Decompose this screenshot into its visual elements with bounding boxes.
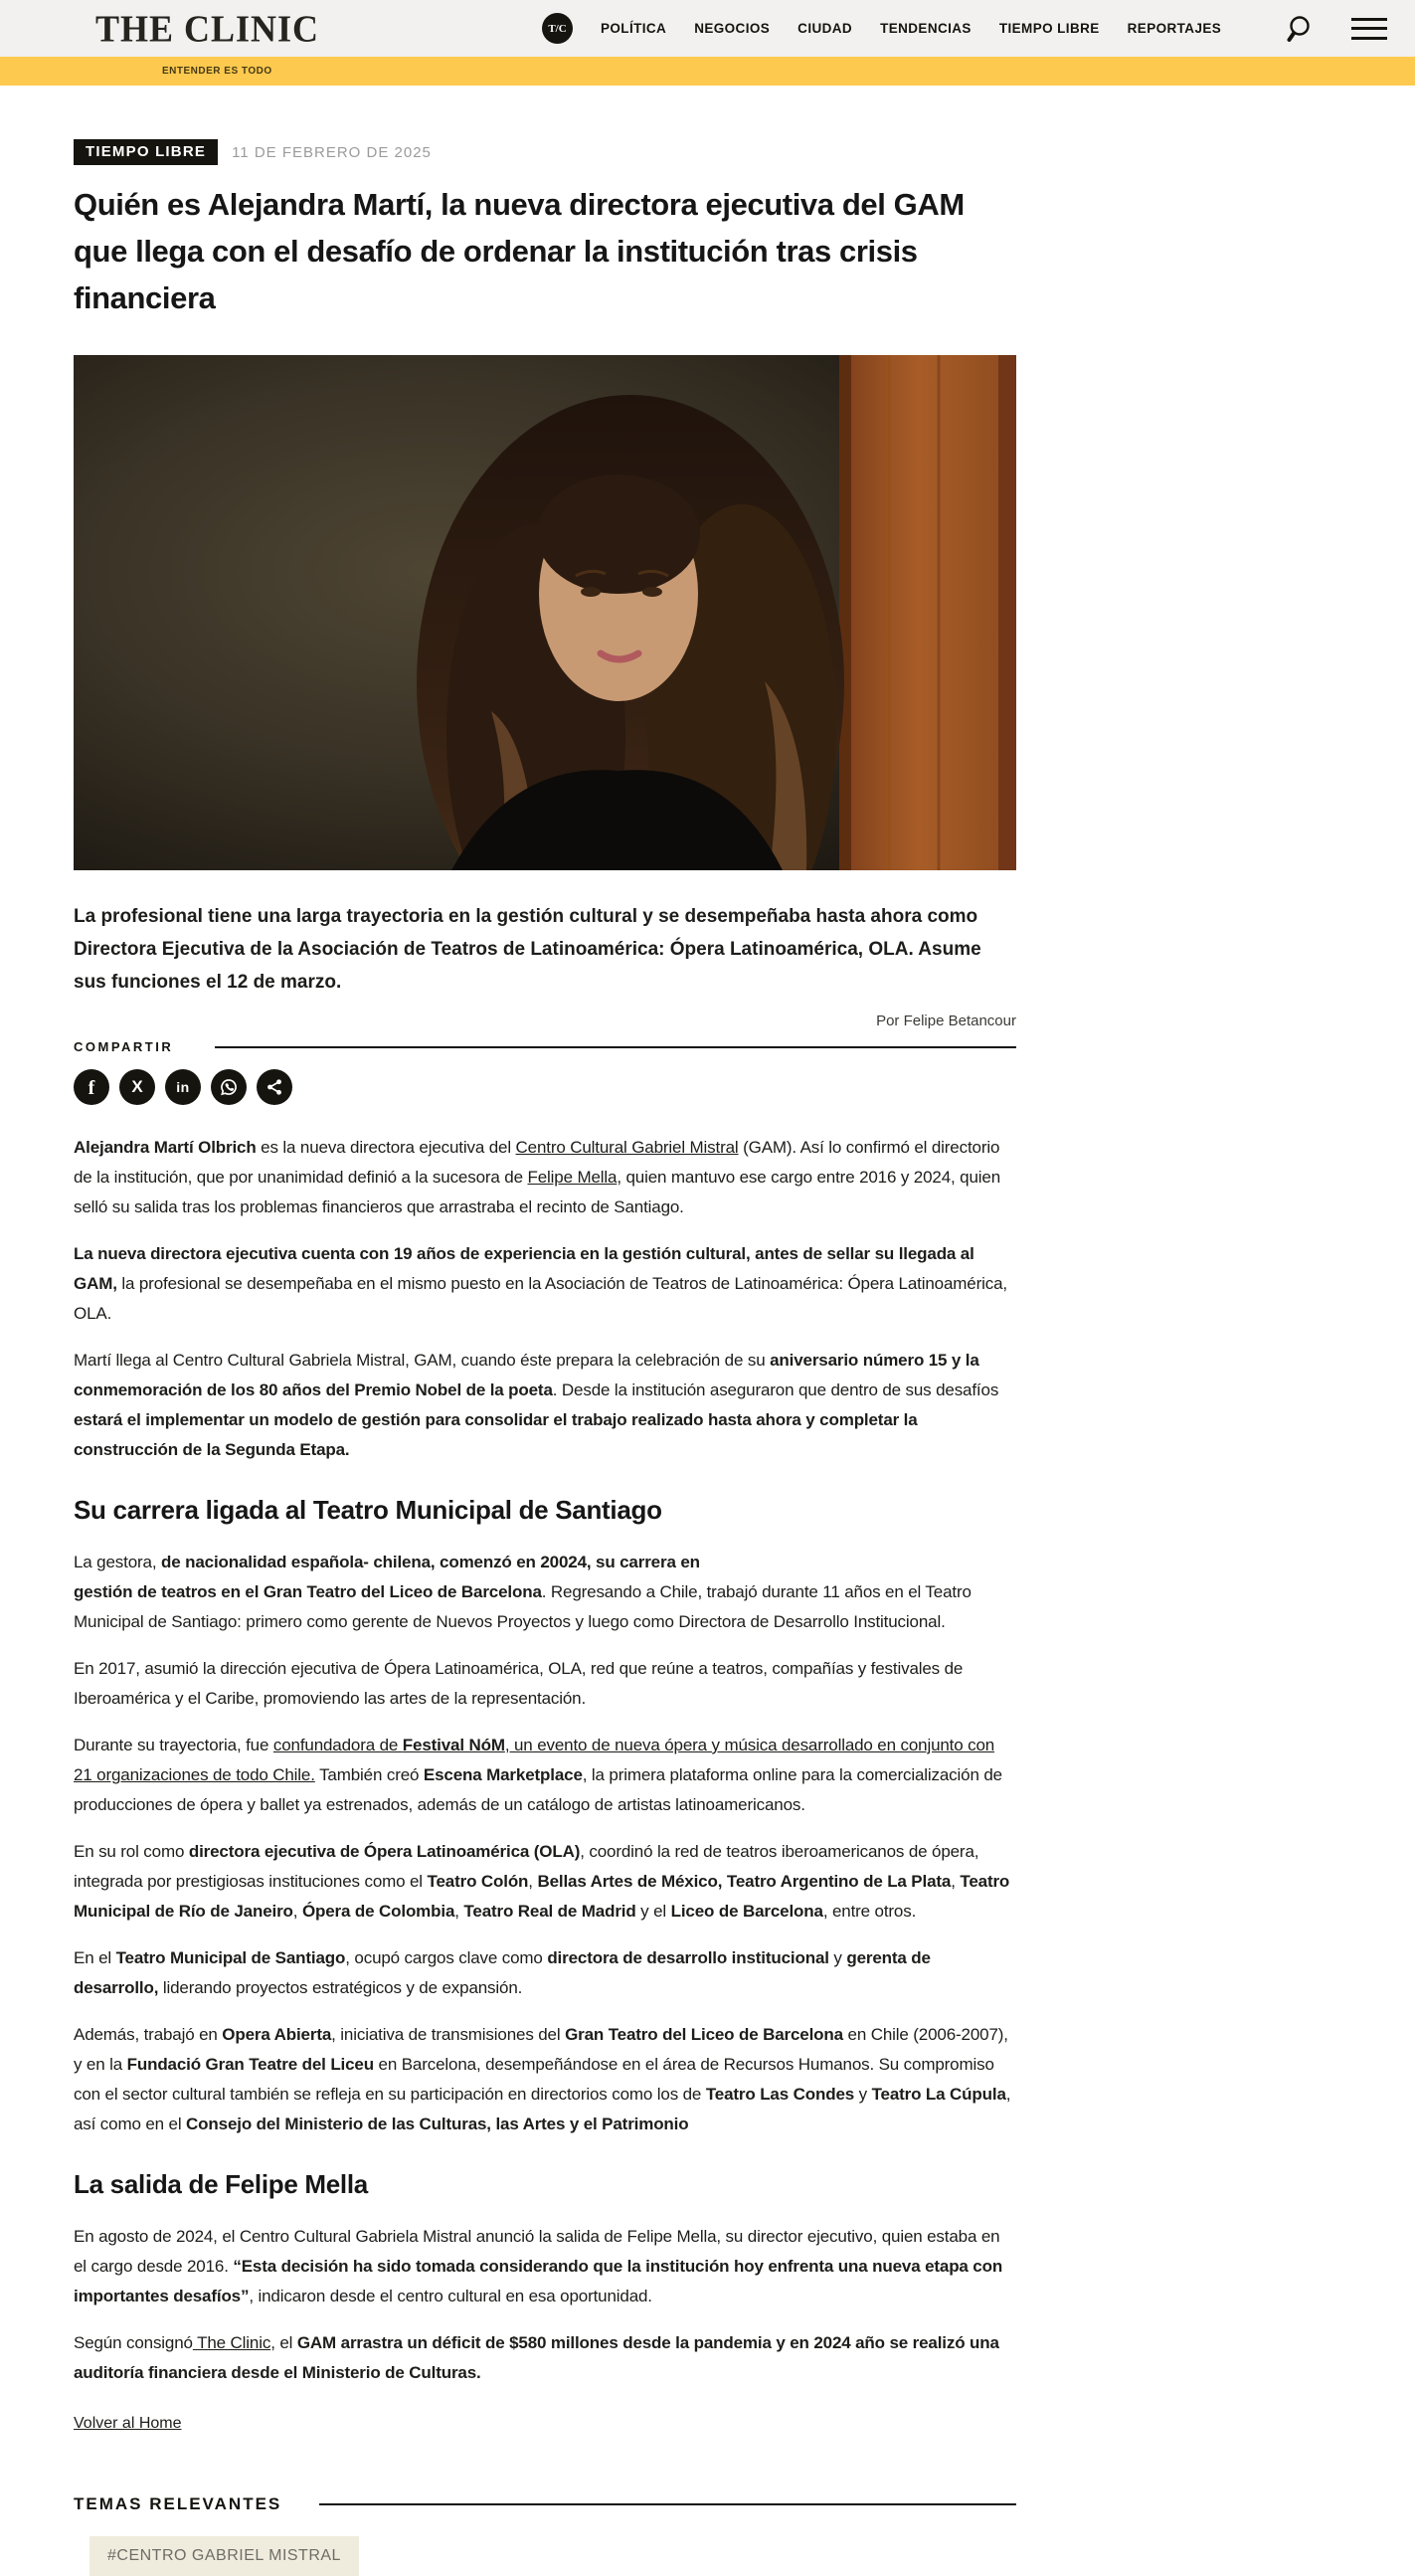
text-run: Gran Teatro del Liceo de Barcelona <box>565 2025 843 2044</box>
tagline-bar <box>0 57 1415 86</box>
x-twitter-icon[interactable] <box>119 1069 155 1105</box>
linkedin-icon[interactable] <box>165 1069 201 1105</box>
text-run: , <box>951 1872 961 1891</box>
topics-row <box>74 2494 1016 2514</box>
text-run: En el <box>74 1948 116 1967</box>
category-badge[interactable]: TIEMPO LIBRE <box>74 139 218 165</box>
article-meta <box>74 139 1016 165</box>
text-run: Fundació Gran Teatre del Liceu <box>126 2055 374 2074</box>
inline-link[interactable]: Felipe Mella <box>527 1168 618 1187</box>
menu-icon[interactable] <box>1351 16 1387 42</box>
text-run: Ópera de Colombia <box>301 1902 455 1921</box>
text-run: directora de desarrollo institucional <box>547 1948 829 1967</box>
text-run: . Regresando a Chile, trabajó durante 11 años en el Teatro Municipal de Santiago: primero como gerente de Nuevos Proyectos y luego como Directora de Desarrollo Institucional. <box>74 1582 972 1631</box>
text-run: Teatro Municipal de Santiago <box>115 1948 346 1967</box>
topic-tag[interactable]: #CENTRO GABRIEL MISTRAL <box>89 2536 359 2576</box>
article-paragraph <box>74 1837 1016 1927</box>
section-heading: La salida de Felipe Mella <box>74 2169 368 2199</box>
text-run: liderando proyectos estratégicos y de expansión. <box>158 1978 523 1997</box>
topics-label: TEMAS RELEVANTES <box>74 2494 282 2513</box>
facebook-glyph: f <box>88 1076 95 1099</box>
text-run: es la nueva directora ejecutiva del <box>256 1138 516 1157</box>
article-paragraph <box>74 2020 1016 2139</box>
text-run: directora ejecutiva de Ópera Latinoamérica (OLA) <box>188 1842 581 1861</box>
text-run: Teatro La Cúpula <box>871 2085 1006 2104</box>
article-paragraph <box>74 1548 1016 1637</box>
text-run: , ocupó cargos clave como <box>345 1948 548 1967</box>
text-run: También creó <box>314 1765 424 1784</box>
text-run: , <box>292 1902 302 1921</box>
article-hero-image <box>74 355 1016 870</box>
inline-link[interactable]: Centro Cultural Gabriel Mistral <box>515 1138 739 1157</box>
inline-link[interactable]: Festival NóM <box>402 1736 505 1754</box>
share-divider <box>215 1046 1016 1048</box>
tagline-text: ENTENDER ES TODO <box>162 66 272 77</box>
whatsapp-icon[interactable] <box>211 1069 247 1105</box>
text-run: , la primera plataforma online para la comercialización de producciones de ópera y ballet ya estrenados, además de un catálogo de artistas latinoamericanos. <box>74 1765 1002 1814</box>
main-nav <box>542 0 1221 57</box>
article-paragraph <box>74 1654 1016 1714</box>
article-paragraph <box>74 1943 1016 2003</box>
article-paragraph <box>74 1239 1016 1329</box>
text-run: y <box>828 1948 847 1967</box>
text-run: , <box>454 1902 464 1921</box>
article-paragraph <box>74 1133 1016 1222</box>
text-run: la profesional se desempeñaba en el mismo puesto en la Asociación de Teatros de Latinoamérica: Ópera Latinoamérica, OLA. <box>74 1274 1007 1323</box>
article-paragraph <box>74 2328 1016 2388</box>
text-run: Liceo de Barcelona <box>670 1902 823 1921</box>
text-run: , iniciativa de transmisiones del <box>331 2025 566 2044</box>
text-run: Bellas Artes de México, Teatro Argentino de La Plata <box>537 1872 952 1891</box>
text-run: en Chile (2006-2007), y en la <box>74 2025 1008 2074</box>
site-logo[interactable]: THE CLINIC <box>95 8 320 51</box>
tc-logo-badge[interactable]: T/C <box>542 13 573 44</box>
inline-link[interactable]: The Clinic <box>192 2333 271 2352</box>
text-run: Teatro Colón <box>427 1872 529 1891</box>
text-run: , entre otros. <box>822 1902 917 1921</box>
text-run: gestión de teatros en el Gran Teatro del Liceo de Barcelona <box>74 1582 542 1601</box>
article-deck: La profesional tiene una larga trayectoria en la gestión cultural y se desempeñaba hasta ahora como Directora Ejecutiva de la Asociación de Teatros de Latinoamérica: Ópera Latinoamérica, OLA. Asume sus funciones el 12 de marzo. <box>74 906 981 993</box>
share-label: COMPARTIR <box>74 1039 174 1054</box>
text-run: En 2017, asumió la dirección ejecutiva de Ópera Latinoamérica, OLA, red que reúne a teatros, compañías y festivales de Iberoamérica y el Caribe, promoviendo las artes de la representación. <box>74 1659 964 1708</box>
back-home-link[interactable]: Volver al Home <box>74 2415 182 2432</box>
text-run: Opera Abierta <box>222 2025 332 2044</box>
header-icons <box>1286 0 1387 57</box>
share-icons <box>74 1069 1016 1105</box>
text-run: y <box>854 2085 872 2104</box>
text-run: Según consignó <box>74 2333 193 2352</box>
article-body <box>74 1133 1016 2388</box>
inline-link[interactable]: confundadora de <box>272 1736 403 1754</box>
text-run: de nacionalidad española- chilena, comenzó en 20024, su carrera en <box>160 1553 700 1571</box>
text-run: Martí llega al Centro Cultural Gabriela Mistral, GAM, cuando éste prepara la celebración de su <box>74 1351 771 1370</box>
text-run: Consejo del Ministerio de las Culturas, las Artes y el Patrimonio <box>186 2115 689 2133</box>
article-paragraph <box>74 1346 1016 1465</box>
text-run: La nueva directora ejecutiva cuenta con 19 años de experiencia en la gestión cultural, antes de sellar su llegada al GAM, <box>74 1244 974 1293</box>
text-run: GAM arrastra un déficit de $580 millones desde la pandemia y en 2024 año se realizó una auditoría financiera desde el Ministerio de Culturas. <box>74 2333 999 2382</box>
article-paragraph <box>74 2222 1016 2311</box>
nav-item-politica[interactable]: POLÍTICA <box>601 21 667 36</box>
text-run: estará el implementar un modelo de gestión para consolidar el trabajo realizado hasta ahora y completar la construcción de la Segunda Etapa. <box>74 1410 918 1459</box>
facebook-icon[interactable] <box>74 1069 109 1105</box>
share-nodes-icon[interactable] <box>257 1069 292 1105</box>
x-glyph: X <box>131 1077 143 1096</box>
search-icon[interactable] <box>1286 14 1316 44</box>
nav-item-reportajes[interactable]: REPORTAJES <box>1127 21 1222 36</box>
text-run: , el <box>270 2333 297 2352</box>
text-run: , coordinó la red de teatros iberoamericanos de ópera, integrada por prestigiosas instituciones como el <box>74 1842 979 1891</box>
article-title: Quién es Alejandra Martí, la nueva directora ejecutiva del GAM que llega con el desafío de ordenar la institución tras crisis financiera <box>74 187 965 315</box>
text-run: . Desde la institución aseguraron que dentro de sus desafíos <box>552 1380 999 1399</box>
text-run: en Barcelona, desempeñándose en el área de Recursos Humanos. Su compromiso con el sector cultural también se refleja en su participación en directorios como los de <box>74 2055 994 2104</box>
text-run: Durante su trayectoria, fue <box>74 1736 273 1754</box>
text-run: Alejandra Martí Olbrich <box>74 1138 257 1157</box>
article <box>74 139 1016 2576</box>
nav-item-tiempo-libre[interactable]: TIEMPO LIBRE <box>998 21 1100 36</box>
nav-item-ciudad[interactable]: CIUDAD <box>797 21 853 36</box>
inline-link[interactable]: , un evento de nueva ópera y música desarrollado en conjunto con 21 organizaciones de todo Chile. <box>74 1736 995 1784</box>
article-date: 11 DE FEBRERO DE 2025 <box>232 143 432 161</box>
text-run: “Esta decisión ha sido tomada considerando que la institución hoy enfrenta una nueva etapa con importantes desafíos” <box>74 2257 1003 2305</box>
text-run: En agosto de 2024, el Centro Cultural Gabriela Mistral anunció la salida de Felipe Mella, su director ejecutivo, quien estaba en el cargo desde 2016. <box>74 2227 1000 2276</box>
share-row <box>74 1039 1016 1054</box>
text-run: gerenta de desarrollo, <box>74 1948 931 1997</box>
nav-item-negocios[interactable]: NEGOCIOS <box>694 21 771 36</box>
linkedin-glyph: in <box>176 1079 190 1095</box>
site-header <box>0 0 1415 57</box>
text-run: y el <box>635 1902 671 1921</box>
article-paragraph <box>74 1731 1016 1820</box>
nav-item-tendencias[interactable]: TENDENCIAS <box>880 21 972 36</box>
text-run: Teatro Real de Madrid <box>463 1902 636 1921</box>
text-run: (GAM). Así lo confirmó el directorio de la institución, que por unanimidad definió a la sucesora de <box>74 1138 1000 1187</box>
byline: Por Felipe Betancour <box>876 1012 1016 1029</box>
section-heading: Su carrera ligada al Teatro Municipal de Santiago <box>74 1495 662 1525</box>
portrait-photo-illustration <box>74 355 1016 870</box>
text-run: , <box>528 1872 538 1891</box>
topics-divider <box>319 2503 1016 2505</box>
text-run: , quien mantuvo ese cargo entre 2016 y 2024, quien selló su salida tras los problemas financieros que arrastraba el recinto de Santiago. <box>74 1168 1000 1216</box>
text-run: aniversario número 15 y la conmemoración de los 80 años del Premio Nobel de la poeta <box>74 1351 979 1399</box>
text-run: La gestora, <box>74 1553 161 1571</box>
text-run: , así como en el <box>74 2085 1011 2133</box>
text-run: En su rol como <box>74 1842 189 1861</box>
text-run: Escena Marketplace <box>423 1765 583 1784</box>
text-run: Teatro Municipal de Río de Janeiro <box>74 1872 1010 1921</box>
text-run: Además, trabajó en <box>74 2025 223 2044</box>
text-run: Teatro Las Condes <box>705 2085 855 2104</box>
text-run: , indicaron desde el centro cultural en esa oportunidad. <box>249 2287 652 2305</box>
